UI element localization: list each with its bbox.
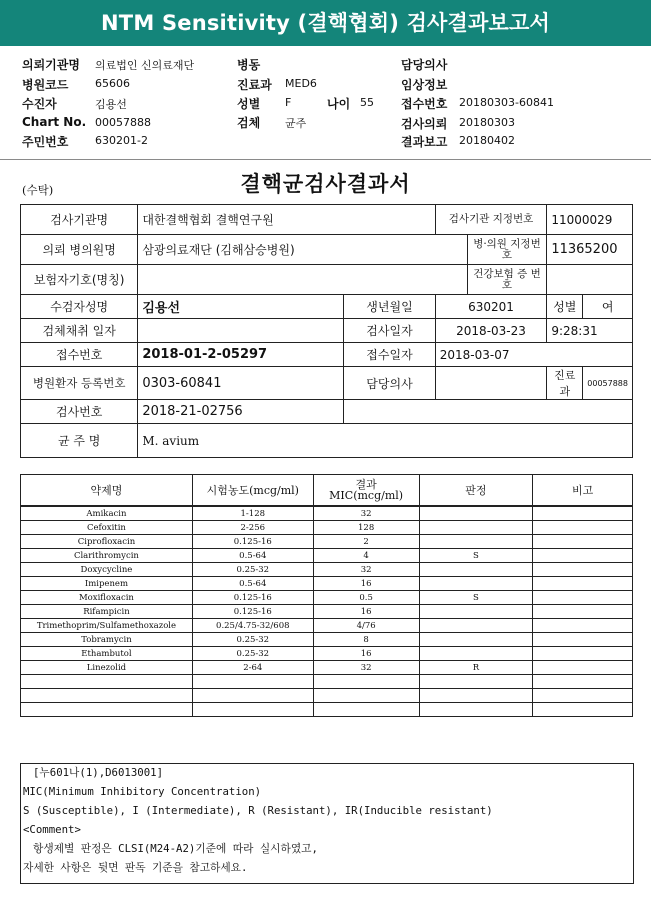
cell-note — [533, 521, 633, 535]
empty-cell — [313, 675, 419, 689]
department-value: 00057888 — [583, 367, 633, 400]
requesting-hospital-value: 삼광의료재단 (김해삼승병원) — [138, 235, 467, 265]
lab-name-value: 대한결핵협회 결핵연구원 — [138, 205, 435, 235]
birth-label: 생년월일 — [344, 295, 435, 319]
accession-no-label: 접수번호 — [21, 343, 138, 367]
accession-date-label: 접수일자 — [344, 343, 435, 367]
health-insurance-label: 건강보험 증 번호 — [467, 265, 547, 295]
empty-cell — [533, 675, 633, 689]
rrn-value: 630201-2 — [95, 134, 148, 147]
cell-note — [533, 647, 633, 661]
hospital-code-value: 11365200 — [547, 235, 633, 265]
result-report-value: 20180402 — [459, 134, 515, 147]
test-date-value: 2018-03-23 — [435, 319, 547, 343]
cell-interp — [419, 535, 533, 549]
report-title: 결핵균검사결과서 — [240, 171, 411, 196]
cell-conc: 2-64 — [192, 661, 313, 675]
patient-name-value: 김용선 — [138, 295, 344, 319]
table-row — [21, 661, 633, 675]
comment-text-line2: 자세한 사항은 뒷면 판독 기준을 참고하세요. — [23, 861, 248, 874]
test-time-value: 9:28:31 — [547, 319, 633, 343]
empty-cell — [192, 689, 313, 703]
comment-heading: <Comment> — [23, 823, 81, 836]
cell-mic: 32 — [313, 661, 419, 675]
susceptibility-rows — [21, 506, 633, 717]
code-value: 65606 — [95, 77, 130, 90]
patient-name-label: 수검자성명 — [21, 295, 138, 319]
cell-interp — [419, 521, 533, 535]
cell-drug: Clarithromycin — [21, 549, 193, 563]
cell-drug: Ethambutol — [21, 647, 193, 661]
empty-cell — [21, 675, 193, 689]
code-label: 병원코드 — [22, 78, 69, 92]
lab-code-value: 11000029 — [547, 205, 633, 235]
insurer-label: 보험자기호(명칭) — [21, 265, 138, 295]
strain-value: M. avium — [138, 424, 633, 458]
table-row — [21, 591, 633, 605]
cell-interp — [419, 577, 533, 591]
cell-conc: 0.25/4.75-32/608 — [192, 619, 313, 633]
cell-mic: 2 — [313, 535, 419, 549]
cell-drug: Amikacin — [21, 506, 193, 521]
accession-no-value: 2018-01-2-05297 — [138, 343, 344, 367]
cell-note — [533, 549, 633, 563]
lab-code-label: 검사기관 지정번호 — [435, 205, 547, 235]
sex-label: 성별 — [237, 97, 261, 111]
cell-mic: 4 — [313, 549, 419, 563]
table-row — [21, 605, 633, 619]
cell-mic: 16 — [313, 577, 419, 591]
department-label: 진료과 — [547, 367, 583, 400]
comment-mic-line: MIC(Minimum Inhibitory Concentration) — [23, 785, 262, 798]
empty-cell — [533, 689, 633, 703]
cell-mic: 4/76 — [313, 619, 419, 633]
registration-no-value: 0303-60841 — [138, 367, 344, 400]
note-header: 비고 — [533, 475, 633, 507]
cell-note — [533, 535, 633, 549]
cell-interp — [419, 506, 533, 521]
mic-header — [313, 475, 419, 507]
collection-date-label: 검체채취 일자 — [21, 319, 138, 343]
table-row — [21, 521, 633, 535]
cell-note — [533, 577, 633, 591]
cell-interp — [419, 563, 533, 577]
cell-conc: 0.25-32 — [192, 633, 313, 647]
reception-value: 20180303-60841 — [459, 96, 554, 109]
lab-report-document — [0, 160, 651, 911]
table-row — [21, 633, 633, 647]
cell-mic: 32 — [313, 563, 419, 577]
test-no-blank — [344, 400, 633, 424]
cell-interp — [419, 647, 533, 661]
empty-cell — [419, 675, 533, 689]
table-row — [21, 506, 633, 521]
cell-conc: 2-256 — [192, 521, 313, 535]
susceptibility-table — [20, 474, 633, 717]
cell-conc: 0.125-16 — [192, 591, 313, 605]
cell-drug: Trimethoprim/Sulfamethoxazole — [21, 619, 193, 633]
cell-conc: 0.5-64 — [192, 549, 313, 563]
attending-doctor-value — [435, 367, 547, 400]
hospital-value: 의료법인 신의료재단 — [95, 59, 195, 72]
dept-label: 진료과 — [237, 78, 272, 92]
patient-value: 김용선 — [95, 98, 127, 111]
empty-cell — [313, 689, 419, 703]
empty-cell — [313, 703, 419, 717]
cell-interp — [419, 605, 533, 619]
empty-cell — [419, 689, 533, 703]
cell-mic: 16 — [313, 605, 419, 619]
concentration-header: 시험농도(mcg/ml) — [192, 475, 313, 507]
test-date-label: 검사일자 — [344, 319, 435, 343]
comment-box — [20, 763, 634, 884]
empty-cell — [533, 703, 633, 717]
drug-header: 약제명 — [21, 475, 193, 507]
cell-note — [533, 563, 633, 577]
empty-cell — [21, 689, 193, 703]
cell-drug: Ciprofloxacin — [21, 535, 193, 549]
sex-cell-label: 성별 — [547, 295, 583, 319]
dept-value: MED6 — [285, 77, 317, 90]
cell-conc: 0.125-16 — [192, 605, 313, 619]
test-no-value: 2018-21-02756 — [138, 400, 344, 424]
patient-label: 수진자 — [22, 97, 57, 111]
empty-table-row — [21, 689, 633, 703]
rrn-label: 주민번호 — [22, 135, 69, 149]
sex-cell-value: 여 — [583, 295, 633, 319]
cell-mic: 128 — [313, 521, 419, 535]
cell-interp: S — [419, 549, 533, 563]
specimen-value: 균주 — [285, 117, 307, 130]
cell-conc: 1-128 — [192, 506, 313, 521]
mic-header-line1: 결과 — [355, 478, 377, 491]
collection-date-value — [138, 319, 344, 343]
cell-mic: 16 — [313, 647, 419, 661]
cell-note — [533, 605, 633, 619]
comment-legend-line: S (Susceptible), I (Intermediate), R (Resistant), IR(Inducible resistant) — [23, 804, 493, 817]
cell-mic: 32 — [313, 506, 419, 521]
empty-cell — [419, 703, 533, 717]
report-header-title: NTM Sensitivity (결핵협회) 검사결과보고서 — [0, 0, 651, 46]
cell-interp: R — [419, 661, 533, 675]
health-insurance-value — [547, 265, 633, 295]
specimen-label: 검체 — [237, 116, 261, 130]
empty-cell — [21, 703, 193, 717]
cell-interp: S — [419, 591, 533, 605]
insurer-value — [138, 265, 467, 295]
cell-note — [533, 591, 633, 605]
doctor-label: 담당의사 — [401, 58, 448, 72]
received-mark: (수탁) — [22, 183, 54, 197]
cell-drug: Cefoxitin — [21, 521, 193, 535]
registration-no-label: 병원환자 등록번호 — [21, 367, 138, 400]
patient-header — [0, 46, 651, 160]
table-row — [21, 563, 633, 577]
empty-table-row — [21, 675, 633, 689]
cell-drug: Tobramycin — [21, 633, 193, 647]
ward-label: 병동 — [237, 58, 261, 72]
cell-conc: 0.25-32 — [192, 563, 313, 577]
cell-note — [533, 506, 633, 521]
cell-mic: 8 — [313, 633, 419, 647]
chart-value: 00057888 — [95, 116, 151, 129]
cell-drug: Imipenem — [21, 577, 193, 591]
cell-conc: 0.5-64 — [192, 577, 313, 591]
cell-interp — [419, 633, 533, 647]
result-report-label: 결과보고 — [401, 135, 448, 149]
mic-header-line2: MIC(mcg/ml) — [329, 489, 404, 502]
age-value: 55 — [360, 96, 374, 109]
cell-mic: 0.5 — [313, 591, 419, 605]
chart-label: Chart No. — [22, 115, 87, 129]
attending-doctor-label: 담당의사 — [344, 367, 435, 400]
table-row — [21, 577, 633, 591]
test-no-label: 검사번호 — [21, 400, 138, 424]
hospital-label: 의뢰기관명 — [22, 58, 80, 72]
table-row — [21, 647, 633, 661]
cell-conc: 0.25-32 — [192, 647, 313, 661]
cell-drug: Moxifloxacin — [21, 591, 193, 605]
cell-conc: 0.125-16 — [192, 535, 313, 549]
empty-table-row — [21, 703, 633, 717]
cell-drug: Doxycycline — [21, 563, 193, 577]
hospital-code-label: 병·의원 지정번호 — [467, 235, 547, 265]
interpretation-header: 판정 — [419, 475, 533, 507]
clinical-label: 임상정보 — [401, 78, 448, 92]
requesting-hospital-label: 의뢰 병의원명 — [21, 235, 138, 265]
table-row — [21, 619, 633, 633]
request-label: 검사의뢰 — [401, 117, 448, 131]
age-label: 나이 — [327, 97, 351, 111]
cell-note — [533, 619, 633, 633]
empty-cell — [192, 675, 313, 689]
reception-label: 접수번호 — [401, 97, 448, 111]
comment-text-line1: 항생제별 판정은 CLSI(M24-A2)기준에 따라 실시하였고, — [33, 842, 318, 855]
cell-note — [533, 661, 633, 675]
cell-note — [533, 633, 633, 647]
strain-label: 균 주 명 — [21, 424, 138, 458]
accession-date-value: 2018-03-07 — [435, 343, 632, 367]
birth-value: 630201 — [435, 295, 547, 319]
table-row — [21, 535, 633, 549]
cell-interp — [419, 619, 533, 633]
cell-drug: Linezolid — [21, 661, 193, 675]
info-table — [20, 204, 633, 458]
sex-value: F — [285, 96, 292, 109]
comment-code-line: [누601나(1),D6013001] — [33, 766, 164, 779]
cell-drug: Rifampicin — [21, 605, 193, 619]
empty-cell — [192, 703, 313, 717]
lab-name-label: 검사기관명 — [21, 205, 138, 235]
table-row — [21, 549, 633, 563]
request-value: 20180303 — [459, 116, 515, 129]
